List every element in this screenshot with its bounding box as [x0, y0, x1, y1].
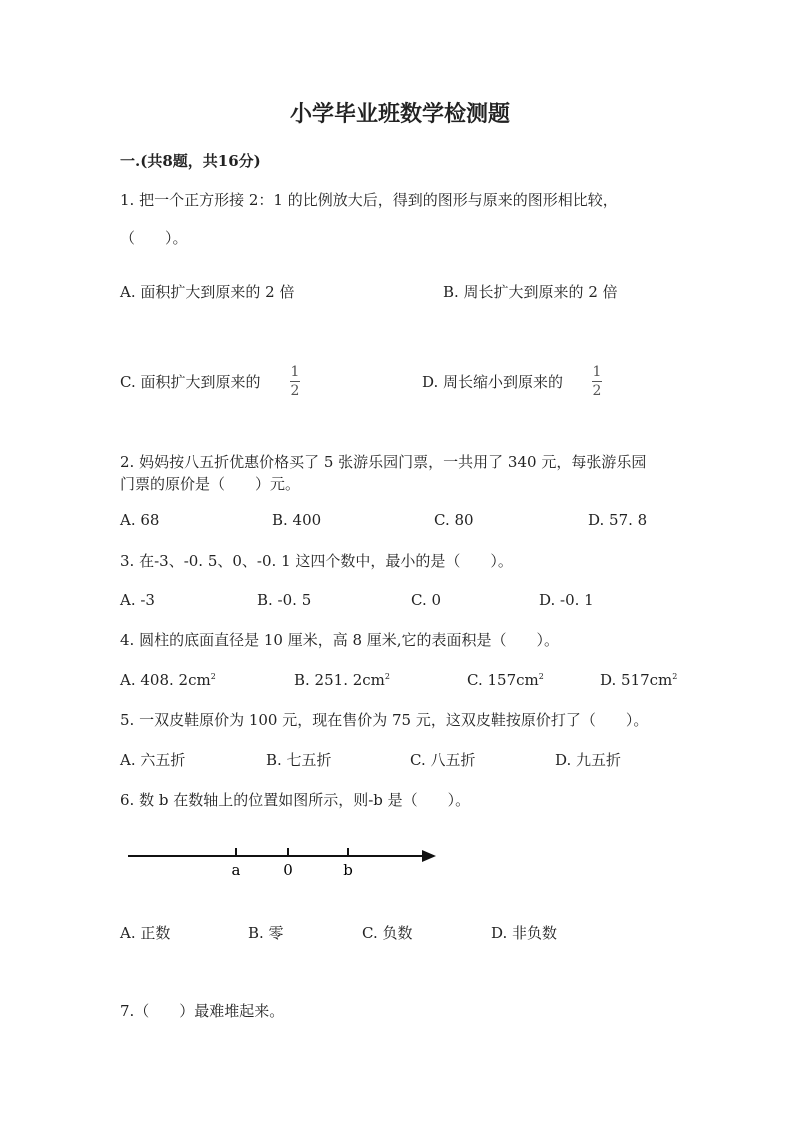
axis-label-zero: 0 — [283, 861, 293, 879]
fraction-numerator: 1 — [290, 364, 300, 380]
question-2-option-c: C. 80 — [434, 511, 474, 529]
fraction-bar — [290, 381, 300, 382]
option-b-value: B. 251. 2cm — [294, 671, 385, 689]
question-2-option-a: A. 68 — [120, 511, 160, 529]
option-c-value: C. 157cm — [467, 671, 539, 689]
fraction-denominator: 2 — [290, 383, 300, 399]
question-4-text: 4. 圆柱的底面直径是 10 厘米，高 8 厘米,它的表面积是（ ）。 — [120, 631, 560, 649]
question-5-option-b: B. 七五折 — [266, 751, 332, 769]
question-7-text: 7.（ ）最难堆起来。 — [120, 1002, 285, 1020]
question-1-option-d: D. 周长缩小到原来的 — [422, 373, 564, 391]
question-6-option-d: D. 非负数 — [491, 924, 558, 942]
question-3-option-d: D. -0. 1 — [539, 591, 594, 609]
question-5-option-a: A. 六五折 — [120, 751, 186, 769]
question-4-option-b — [294, 671, 390, 689]
question-3-option-b: B. -0. 5 — [257, 591, 312, 609]
question-2-text-cont: 门票的原价是（ ）元。 — [120, 475, 301, 493]
axis-label-b: b — [343, 861, 353, 879]
question-4-option-d — [600, 671, 677, 689]
question-1-option-b: B. 周长扩大到原来的 2 倍 — [443, 283, 618, 301]
number-line-figure — [120, 838, 450, 883]
fraction-denominator: 2 — [592, 383, 602, 399]
fraction-one-half — [592, 364, 602, 399]
question-3-option-c: C. 0 — [411, 591, 442, 609]
fraction-numerator: 1 — [592, 364, 602, 380]
arrow-head-icon — [422, 850, 436, 862]
question-5-text: 5. 一双皮鞋原价为 100 元，现在售价为 75 元，这双皮鞋按原价打了（ ）。 — [120, 711, 649, 729]
question-2-option-d: D. 57. 8 — [588, 511, 648, 529]
option-d-value: D. 517cm — [600, 671, 673, 689]
option-a-value: A. 408. 2cm — [120, 671, 211, 689]
section-heading: 一.(共8题，共16分) — [120, 152, 261, 170]
question-1-option-c: C. 面积扩大到原来的 — [120, 373, 261, 391]
question-4-option-c — [467, 671, 544, 689]
squared-superscript: 2 — [384, 672, 390, 681]
axis-label-a: a — [231, 861, 241, 879]
question-6-option-a: A. 正数 — [120, 924, 171, 942]
question-1-option-a: A. 面积扩大到原来的 2 倍 — [120, 283, 295, 301]
question-6-text: 6. 数 b 在数轴上的位置如图所示，则-b 是（ ）。 — [120, 791, 471, 809]
question-2-option-b: B. 400 — [272, 511, 322, 529]
page-title: 小学毕业班数学检测题 — [289, 101, 510, 127]
squared-superscript: 2 — [538, 672, 544, 681]
squared-superscript: 2 — [672, 672, 678, 681]
question-3-option-a: A. -3 — [120, 591, 155, 609]
fraction-bar — [592, 381, 602, 382]
question-1-blank: （ ）。 — [120, 229, 188, 247]
question-2-text: 2. 妈妈按八五折优惠价格买了 5 张游乐园门票，一共用了 340 元，每张游乐园 — [120, 453, 647, 471]
question-5-option-c: C. 八五折 — [410, 751, 476, 769]
question-6-option-b: B. 零 — [248, 924, 284, 942]
squared-superscript: 2 — [210, 672, 216, 681]
question-3-text: 3. 在-3、-0. 5、0、-0. 1 这四个数中，最小的是（ ）。 — [120, 552, 513, 570]
fraction-one-half — [290, 364, 300, 399]
question-1-text: 1. 把一个正方形接 2：1 的比例放大后，得到的图形与原来的图形相比较， — [120, 191, 618, 209]
question-5-option-d: D. 九五折 — [555, 751, 622, 769]
question-6-option-c: C. 负数 — [362, 924, 413, 942]
question-4-option-a — [120, 671, 216, 689]
